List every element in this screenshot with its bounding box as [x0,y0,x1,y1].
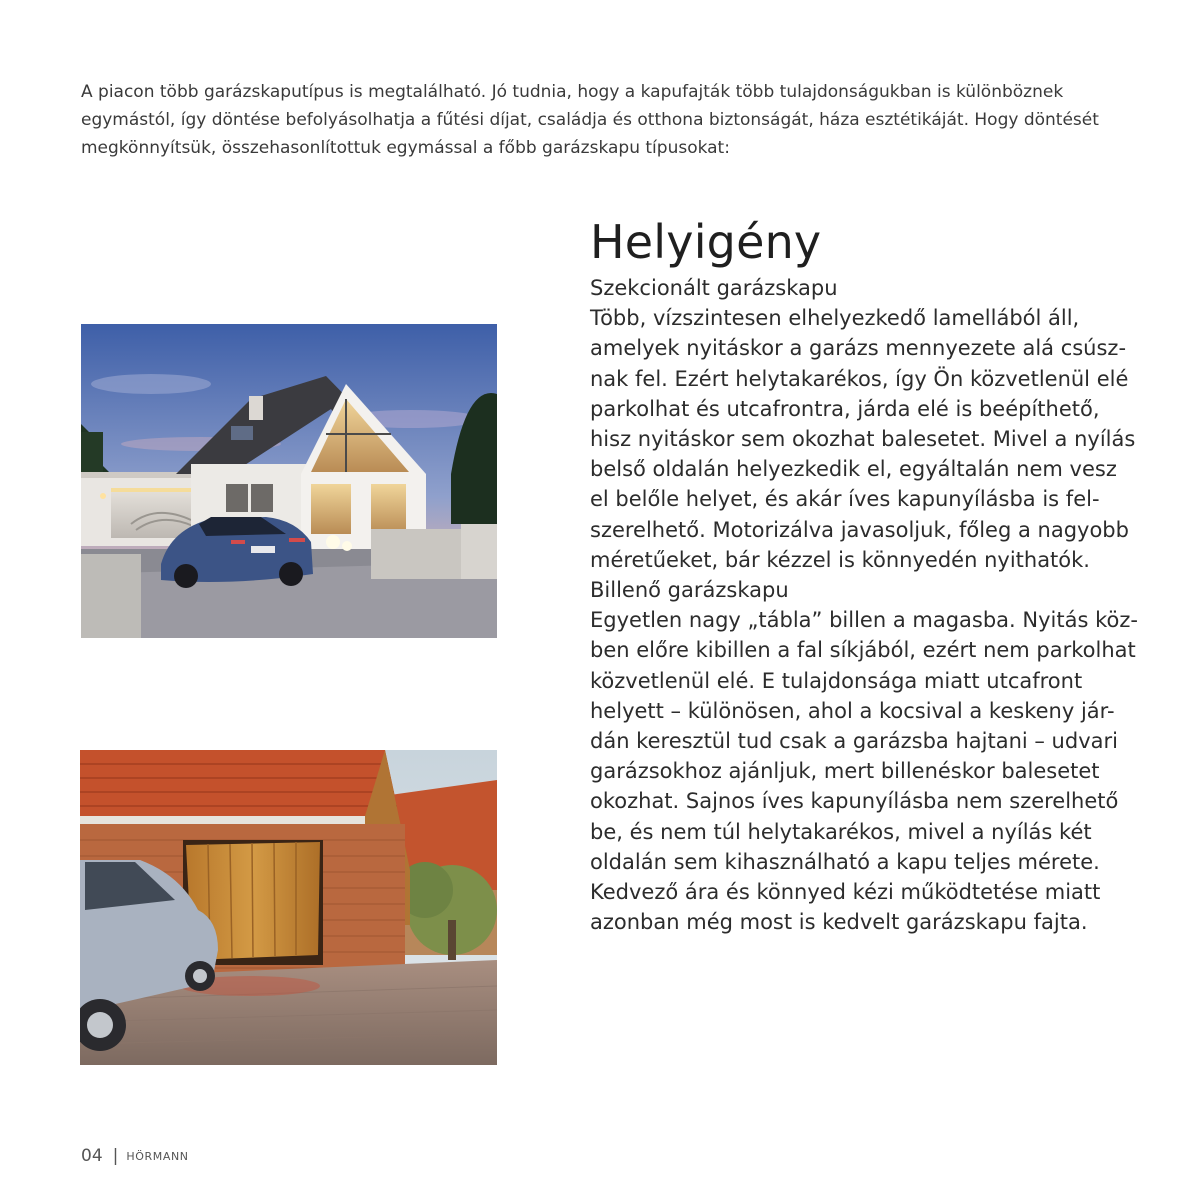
brand-name: HÖRMANN [126,1150,189,1163]
body-line: el belőle helyet, és akár íves kapunyílásba is fel- [590,487,1100,512]
body-line: szerelhető. Motorizálva javasoljuk, főleg a nagyobb [590,517,1129,542]
body-line: Egyetlen nagy „tábla” billen a magasba. Nyitás köz- [590,608,1138,633]
body-line: Több, vízszintesen elhelyezkedő lamellából áll, [590,306,1080,331]
body-line: Kedvező ára és könnyed kézi működtetése miatt [590,880,1101,905]
subheading-sectional: Szekcionált garázskapu [590,276,838,300]
body-line: okozhat. Sajnos íves kapunyílásba nem szerelhető [590,789,1119,814]
body-line: garázsokhoz ajánljuk, mert billenéskor balesetet [590,759,1100,784]
body-line: oldalán sem kihasználható a kapu teljes mérete. [590,849,1100,874]
body-line: amelyek nyitáskor a garázs mennyezete alá csúsz- [590,336,1127,361]
intro-line: egymástól, így döntése befolyásolhatja a fűtési díjat, családja és otthona biztonságát, háza esztétikáját. Hogy döntését [81,110,1099,130]
body-line: méretűeket, bár kézzel is könnyedén nyithatók. [590,547,1090,572]
body-line: azonban még most is kedvelt garázskapu fajta. [590,910,1088,935]
body-line: helyett – különösen, ahol a kocsival a keskeny jár- [590,698,1115,723]
body-line: hisz nyitáskor sem okozhat balesetet. Mivel a nyílás [590,427,1136,452]
photo-house-sectional-garage [81,324,497,638]
section-title: Helyigény [590,215,822,269]
intro-paragraph [81,78,1121,162]
section-body [590,273,1138,937]
body-line: ben előre kibillen a fal síkjából, ezért nem parkolhat [590,638,1136,663]
intro-line: megkönnyítsük, összehasonlítottuk egymással a főbb garázskapu típusokat: [81,138,730,158]
page-number: 04 [81,1146,103,1166]
intro-line: A piacon több garázskaputípus is megtalálható. Jó tudnia, hogy a kapufajták több tulajdonságukban is különböznek [81,82,1064,102]
body-line: dán keresztül tud csak a garázsba hajtani – udvari [590,729,1118,754]
body-line: nak fel. Ezért helytakarékos, így Ön közvetlenül elé [590,366,1129,391]
body-line: belső oldalán helyezkedik el, egyáltalán nem vesz [590,457,1117,482]
body-line: parkolhat és utcafrontra, járda elé is beépíthető, [590,396,1100,421]
footer-separator: | [112,1146,119,1166]
page-footer [81,1143,189,1170]
subheading-tilting: Billenő garázskapu [590,578,789,603]
body-line: be, és nem túl helytakarékos, mivel a nyílás két [590,819,1092,844]
body-line: közvetlenül elé. E tulajdonsága miatt utcafront [590,668,1083,693]
photo-garage-tilting-door [80,750,497,1065]
